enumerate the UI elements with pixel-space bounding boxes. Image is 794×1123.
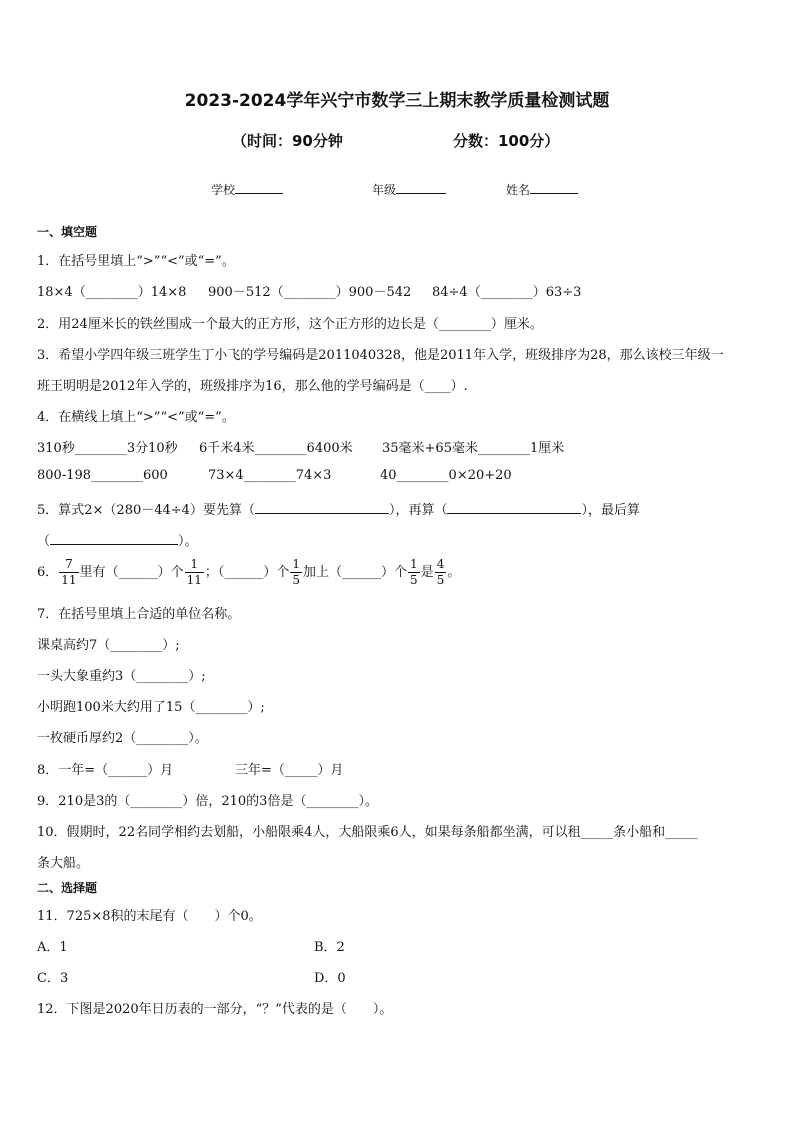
question-6-text-a: 里有（______）个 [79, 565, 184, 580]
fraction-numerator: 1 [292, 557, 301, 571]
question-12: 12．下图是2020年日历表的一部分，“？”代表的是（ ）。 [37, 1002, 393, 1017]
question-1: 1．在括号里填上“>”“<”或“=”。 [37, 254, 235, 269]
question-9: 9．210是3的（________）倍，210的3倍是（________）。 [37, 794, 378, 809]
question-6 [37, 553, 460, 593]
question-6-text-d: 是 [420, 565, 434, 580]
question-1b: 900－512（________）900－542 [208, 285, 412, 300]
question-5-blank-1[interactable] [255, 513, 389, 514]
section-fill-blanks-title: 一、填空题 [37, 225, 98, 239]
question-11: 11．725×8积的末尾有（ ）个0。 [37, 909, 262, 924]
fraction-numerator: 4 [436, 557, 445, 571]
question-3-line2: 班王明明是2012年入学的，班级排序为16，那么他的学号编码是（____）. [37, 379, 468, 394]
fraction-denominator: 5 [436, 573, 445, 587]
school-field[interactable] [211, 181, 283, 198]
question-8a: 8．一年=（______）月 [37, 763, 174, 778]
question-4e: 73×4________74×3 [208, 468, 332, 483]
name-label: 姓名 [506, 183, 531, 197]
fraction-numerator: 1 [185, 557, 204, 573]
question-5-blank-3[interactable] [50, 544, 178, 545]
fraction-1-5-a [290, 557, 302, 588]
name-blank[interactable] [530, 193, 578, 194]
question-4b: 6千米4米________6400米 [199, 441, 353, 456]
fraction-7-11 [59, 557, 78, 588]
school-blank[interactable] [235, 193, 283, 194]
page-title: 2023-2024学年兴宁市数学三上期末教学质量检测试题 [184, 91, 610, 111]
fraction-denominator: 5 [292, 573, 301, 587]
fraction-numerator: 1 [410, 557, 418, 571]
question-10-line2: 条大船。 [37, 856, 90, 871]
fraction-denominator: 5 [410, 573, 418, 587]
question-7b: 一头大象重约3（________）; [37, 669, 206, 684]
grade-label: 年级 [372, 183, 397, 197]
section-multiple-choice-title: 二、选择题 [37, 881, 98, 895]
question-4a: 310秒________3分10秒 [37, 441, 178, 456]
option-d[interactable]: D．0 [314, 971, 346, 986]
name-field[interactable] [506, 181, 578, 198]
question-7d: 一枚硬币厚约2（________）。 [37, 731, 208, 746]
question-4: 4．在横线上填上“>”“<”或“=”。 [37, 410, 235, 425]
question-4d: 800-198________600 [37, 468, 168, 483]
question-5-blank-2[interactable] [447, 513, 581, 514]
question-6-text-c: 加上（______）个 [303, 565, 408, 580]
grade-field[interactable] [372, 181, 446, 198]
option-c[interactable]: C．3 [37, 971, 69, 986]
question-4f: 40________0×20+20 [380, 468, 512, 483]
question-5-text-c: ），最后算 [581, 503, 640, 518]
fraction-numerator: 7 [59, 557, 78, 573]
question-5-text-d: （ [37, 534, 51, 549]
question-2: 2．用24厘米长的铁丝围成一个最大的正方形，这个正方形的边长是（________）厘米。 [37, 317, 543, 332]
question-6-text-b: ；（______）个 [204, 565, 290, 580]
question-5-text-a: 5．算式2×（280－44÷4）要先算（ [37, 503, 255, 518]
fraction-denominator: 11 [61, 573, 77, 587]
fraction-1-5-b [408, 557, 420, 588]
question-7c: 小明跑100米大约用了15（________）; [37, 700, 265, 715]
question-1c: 84÷4（________）63÷3 [432, 285, 582, 300]
time-info: （时间：90分钟 [232, 132, 343, 150]
question-4c: 35毫米+65毫米________1厘米 [382, 441, 565, 456]
question-5-text-b: ），再算（ [388, 503, 448, 518]
question-3-line1: 3．希望小学四年级三班学生丁小飞的学号编码是2011040328，他是2011年入学，班级排序为28，那么该校三年级一 [37, 348, 724, 363]
school-label: 学校 [211, 183, 236, 197]
question-5-line1 [37, 499, 640, 518]
question-6-text-e: 。 [447, 565, 461, 580]
question-7a: 课桌高约7（________）; [37, 638, 180, 653]
question-1a: 18×4（________）14×8 [37, 285, 187, 300]
option-a[interactable]: A．1 [37, 940, 68, 955]
fraction-1-11 [185, 557, 204, 588]
question-10-line1: 10．假期时，22名同学相约去划船，小船限乘4人，大船限乘6人，如果每条船都坐满，可以租_____条小船和_____ [37, 825, 698, 840]
question-5-line2 [37, 530, 198, 549]
fraction-4-5 [435, 557, 447, 588]
option-b[interactable]: B．2 [314, 940, 345, 955]
question-6-number: 6． [37, 565, 59, 580]
question-5-text-e: ）。 [178, 534, 198, 549]
question-8b: 三年=（_____）月 [235, 763, 344, 778]
score-info: 分数：100分） [453, 132, 560, 150]
fraction-denominator: 11 [186, 573, 202, 587]
grade-blank[interactable] [396, 193, 446, 194]
question-7: 7．在括号里填上合适的单位名称。 [37, 607, 241, 622]
